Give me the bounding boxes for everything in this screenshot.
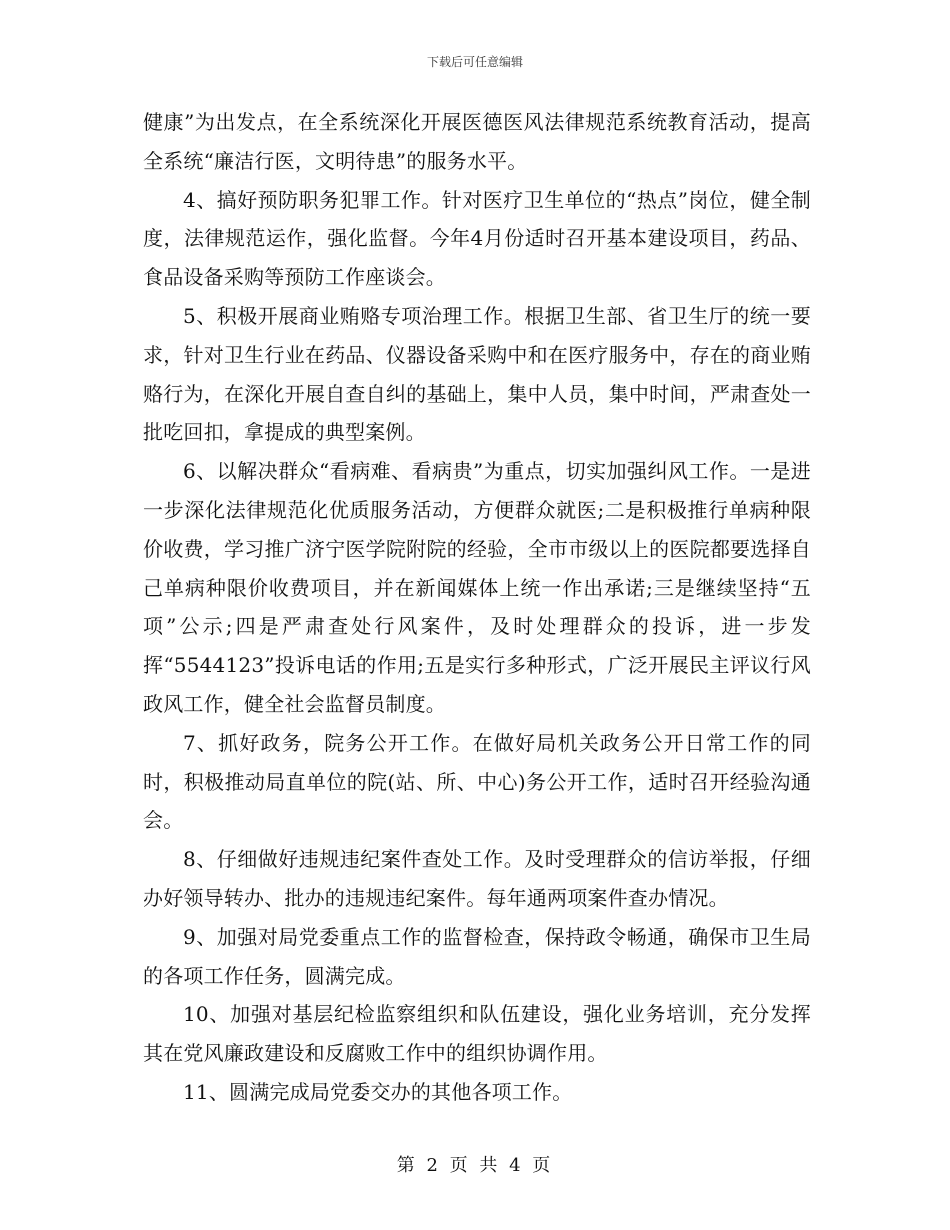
paragraph-item-6: 6、以解决群众“看病难、看病贵”为重点，切实加强纠风工作。一是进一步深化法律规范化优质服务活动，方便群众就医;二是积极推行单病种限价收费，学习推广济宁医学院附院的经验，全市市级以上的医院都要选择自己单病种限价收费项目，并在新闻媒体上统一作出承诺;三是继续坚持“五项”公示;四是严肃查处行风案件，及时处理群众的投诉，进一步发挥“5544123”投诉电话的作用;五是实行多种形式，广泛开展民主评议行风政风工作，健全社会监督员制度。 xyxy=(143,459,811,716)
page-header-note: 下载后可任意编辑 xyxy=(426,55,523,69)
paragraph-item-9: 9、加强对局党委重点工作的监督检查，保持政令畅通，确保市卫生局的各项工作任务，圆满完成。 xyxy=(143,924,811,988)
paragraph-item-8: 8、仔细做好违规违纪案件查处工作。及时受理群众的信访举报，仔细办好领导转办、批办的违规违纪案件。每年通两项案件查办情况。 xyxy=(143,847,811,910)
paragraph-continuation: 健康”为出发点，在全系统深化开展医德医风法律规范系统教育活动，提高全系统“廉洁行医，文明待患”的服务水平。 xyxy=(143,110,811,173)
paragraph-item-4: 4、搞好预防职务犯罪工作。针对医疗卫生单位的“热点”岗位，健全制度，法律规范运作，强化监督。今年4月份适时召开基本建设项目，药品、食品设备采购等预防工作座谈会。 xyxy=(143,187,811,290)
paragraph-item-10: 10、加强对基层纪检监察组织和队伍建设，强化业务培训，充分发挥其在党风廉政建设和反腐败工作中的组织协调作用。 xyxy=(143,1002,811,1066)
paragraph-item-5: 5、积极开展商业贿赂专项治理工作。根据卫生部、省卫生厅的统一要求，针对卫生行业在药品、仪器设备采购中和在医疗服务中，存在的商业贿赂行为，在深化开展自查自纠的基础上，集中人员，集中时间，严肃查处一批吃回扣，拿提成的典型案例。 xyxy=(143,303,811,445)
paragraph-item-7: 7、抓好政务，院务公开工作。在做好局机关政务公开日常工作的同时，积极推动局直单位的院(站、所、中心)务公开工作，适时召开经验沟通会。 xyxy=(143,730,811,833)
page-number-footer: 第 2 页 共 4 页 xyxy=(396,1155,554,1176)
document-body xyxy=(143,103,811,1112)
paragraph-item-11: 11、圆满完成局党委交办的其他各项工作。 xyxy=(183,1079,573,1104)
